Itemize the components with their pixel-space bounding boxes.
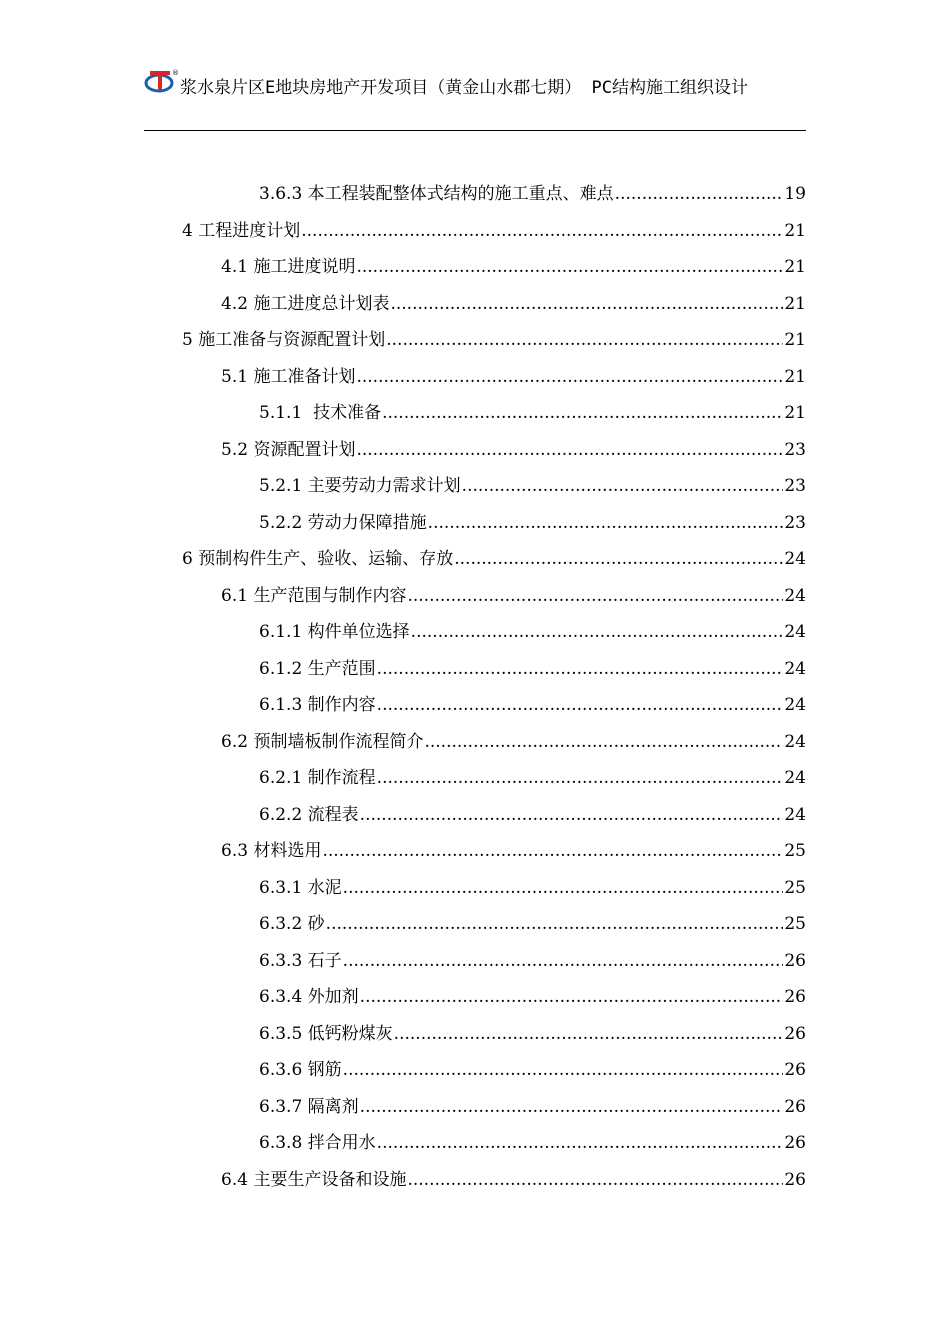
toc-page-number: 23 xyxy=(784,439,806,460)
toc-page-number: 21 xyxy=(784,330,806,350)
toc-page-number: 26 xyxy=(784,950,806,971)
toc-page-number: 23 xyxy=(784,512,806,533)
toc-entry[interactable] xyxy=(259,468,806,504)
toc-dot-leader xyxy=(454,541,783,577)
toc-entry-title: 6.3.3 石子 xyxy=(259,950,342,971)
toc-entry-title: 6.4 主要生产设备和设施 xyxy=(221,1169,407,1190)
toc-entry-title: 6.3.5 低钙粉煤灰 xyxy=(259,1023,393,1044)
toc-entry[interactable] xyxy=(221,578,806,614)
toc-page-number: 25 xyxy=(784,841,806,861)
toc-page-number: 21 xyxy=(784,403,806,423)
toc-entry-title: 6.2 预制墙板制作流程简介 xyxy=(221,731,424,752)
toc-entry-title: 6.2.2 流程表 xyxy=(259,804,359,825)
toc-entry[interactable] xyxy=(259,943,806,979)
toc-page-number: 24 xyxy=(784,658,806,679)
toc-page-number: 26 xyxy=(784,1023,806,1044)
toc-entry-title: 6.3.2 砂 xyxy=(259,914,325,934)
toc-dot-leader xyxy=(424,724,783,760)
toc-entry[interactable] xyxy=(221,359,806,395)
toc-page-number: 21 xyxy=(784,293,806,314)
toc-page-number: 24 xyxy=(784,585,806,606)
toc-entry[interactable] xyxy=(221,724,806,760)
toc-dot-leader xyxy=(377,687,784,723)
toc-entry[interactable] xyxy=(259,505,806,541)
toc-entry-title: 6.1.2 生产范围 xyxy=(259,658,376,679)
toc-page-number: 24 xyxy=(784,768,806,788)
toc-page-number: 23 xyxy=(784,476,806,496)
toc-entry-title: 5.1 施工准备计划 xyxy=(221,366,356,387)
toc-entry[interactable] xyxy=(259,1016,806,1052)
toc-entry[interactable] xyxy=(259,797,806,833)
toc-page-number: 24 xyxy=(784,804,806,825)
toc-dot-leader xyxy=(377,760,784,796)
toc-entry[interactable] xyxy=(259,760,806,796)
toc-dot-leader xyxy=(428,505,784,541)
toc-entry-title: 6.1.1 构件单位选择 xyxy=(259,622,410,642)
toc-dot-leader xyxy=(377,651,784,687)
toc-entry[interactable] xyxy=(259,1089,806,1125)
toc-entry[interactable] xyxy=(259,1052,806,1088)
toc-dot-leader xyxy=(462,468,784,504)
toc-dot-leader xyxy=(382,395,783,431)
toc-page-number: 25 xyxy=(784,914,806,934)
toc-entry-title: 6.3 材料选用 xyxy=(221,841,322,861)
toc-page-number: 24 xyxy=(784,695,806,715)
toc-dot-leader xyxy=(390,286,783,322)
toc-entry-title: 6 预制构件生产、验收、运输、存放 xyxy=(182,549,454,569)
toc-entry[interactable] xyxy=(259,979,806,1015)
toc-entry-title: 6.3.7 隔离剂 xyxy=(259,1096,359,1117)
toc-page-number: 26 xyxy=(784,1096,806,1117)
toc-entry-title: 6.3.4 外加剂 xyxy=(259,987,359,1007)
toc-entry-title: 6.3.8 拌合用水 xyxy=(259,1133,376,1153)
toc-dot-leader xyxy=(394,1016,784,1052)
toc-dot-leader xyxy=(360,1089,784,1125)
toc-entry-title: 5 施工准备与资源配置计划 xyxy=(182,330,386,350)
toc-dot-leader xyxy=(377,1125,784,1161)
toc-page-number: 21 xyxy=(784,220,806,241)
toc-entry[interactable] xyxy=(259,651,806,687)
svg-text:®: ® xyxy=(172,69,179,77)
toc-dot-leader xyxy=(326,906,784,942)
toc-dot-leader xyxy=(322,833,783,869)
toc-dot-leader xyxy=(343,1052,784,1088)
toc-page-number: 26 xyxy=(784,1060,806,1080)
toc-page-number: 26 xyxy=(784,1133,806,1153)
toc-entry[interactable] xyxy=(182,213,806,249)
toc-page-number: 24 xyxy=(784,622,806,642)
toc-page-number: 21 xyxy=(784,366,806,387)
toc-entry-title: 5.2.2 劳动力保障措施 xyxy=(259,512,427,533)
toc-dot-leader xyxy=(343,870,784,906)
toc-page-number: 24 xyxy=(784,549,806,569)
toc-entry[interactable] xyxy=(221,286,806,322)
toc-entry[interactable] xyxy=(259,176,806,212)
toc-entry[interactable] xyxy=(259,906,806,942)
document-title: 浆水泉片区E地块房地产开发项目（黄金山水郡七期） PC结构施工组织设计 xyxy=(180,78,748,98)
toc-entry[interactable] xyxy=(221,1162,806,1198)
toc-dot-leader xyxy=(356,249,783,285)
toc-dot-leader xyxy=(356,359,783,395)
toc-page-number: 25 xyxy=(784,877,806,898)
toc-entry[interactable] xyxy=(259,687,806,723)
toc-dot-leader xyxy=(411,614,784,650)
toc-entry[interactable] xyxy=(259,1125,806,1161)
toc-entry[interactable] xyxy=(182,541,806,577)
toc-entry-title: 5.2 资源配置计划 xyxy=(221,439,356,460)
toc-entry-title: 4 工程进度计划 xyxy=(182,220,301,241)
toc-entry[interactable] xyxy=(221,432,806,468)
toc-dot-leader xyxy=(301,213,783,249)
toc-entry-title: 5.1.1 技术准备 xyxy=(259,403,382,423)
toc-entry-title: 6.3.6 钢筋 xyxy=(259,1060,342,1080)
toc-entry-title: 6.2.1 制作流程 xyxy=(259,768,376,788)
toc-dot-leader xyxy=(615,176,784,212)
toc-entry-title: 5.2.1 主要劳动力需求计划 xyxy=(259,476,461,496)
toc-dot-leader xyxy=(356,432,783,468)
toc-entry[interactable] xyxy=(259,614,806,650)
toc-entry[interactable] xyxy=(259,395,806,431)
toc-dot-leader xyxy=(360,979,784,1015)
toc-entry-title: 6.1 生产范围与制作内容 xyxy=(221,585,407,606)
page-header xyxy=(144,62,806,131)
toc-page-number: 21 xyxy=(784,257,806,277)
toc-entry[interactable] xyxy=(259,870,806,906)
toc-dot-leader xyxy=(407,1162,783,1198)
toc-entry[interactable] xyxy=(221,833,806,869)
toc-page-number: 19 xyxy=(784,184,806,204)
toc-page-number: 26 xyxy=(784,987,806,1007)
toc-entry[interactable] xyxy=(182,322,806,358)
toc-entry-title: 4.1 施工进度说明 xyxy=(221,257,356,277)
toc-dot-leader xyxy=(407,578,783,614)
toc-entry-title: 3.6.3 本工程装配整体式结构的施工重点、难点 xyxy=(259,184,614,204)
toc-entry-title: 4.2 施工进度总计划表 xyxy=(221,293,390,314)
toc-entry-title: 6.1.3 制作内容 xyxy=(259,695,376,715)
toc-entry-title: 6.3.1 水泥 xyxy=(259,877,342,898)
toc-dot-leader xyxy=(343,943,784,979)
toc-page-number: 24 xyxy=(784,731,806,752)
toc-dot-leader xyxy=(360,797,784,833)
toc-entry[interactable] xyxy=(221,249,806,285)
toc-page-number: 26 xyxy=(784,1169,806,1190)
toc-dot-leader xyxy=(386,322,783,358)
